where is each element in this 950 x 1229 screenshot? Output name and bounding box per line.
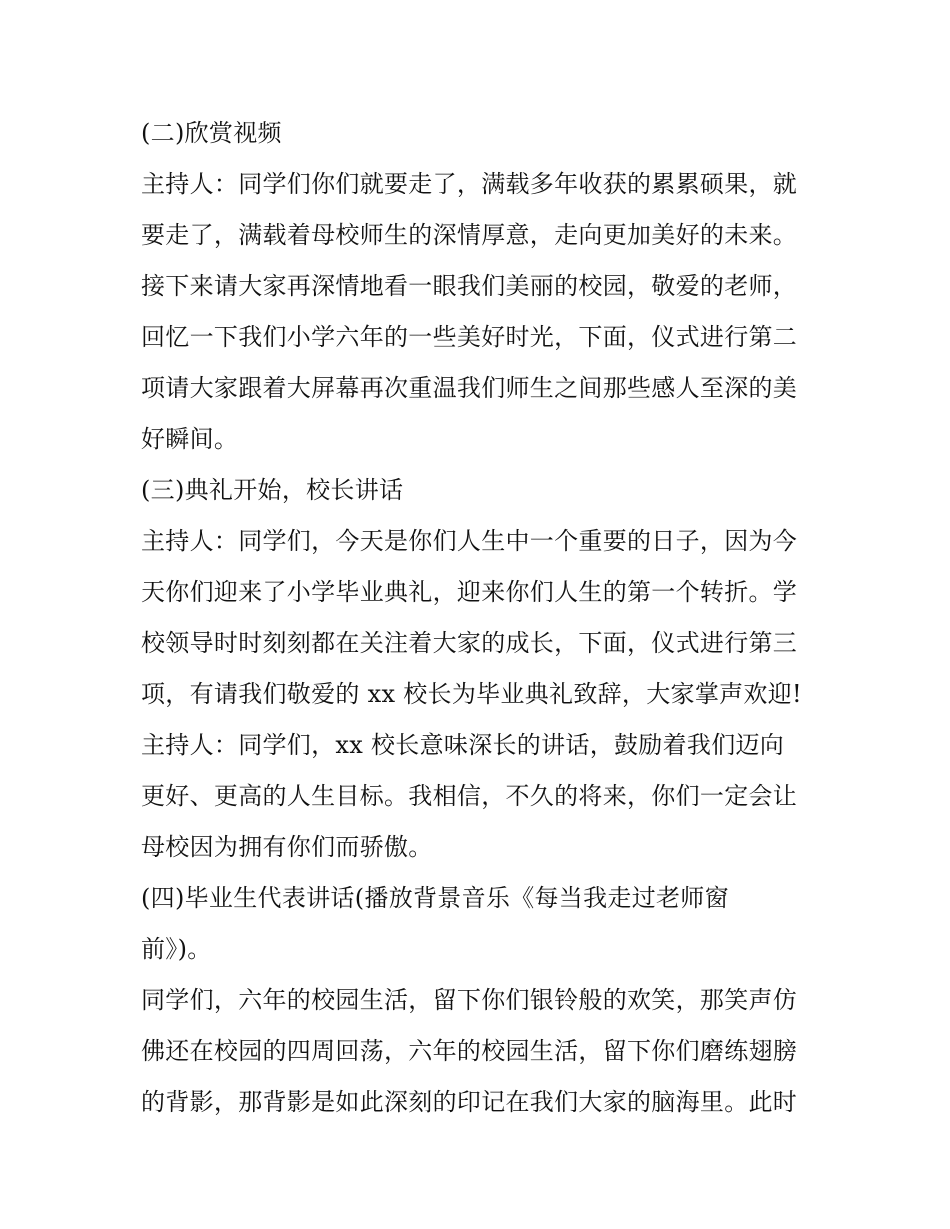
paragraph-line: 项请大家跟着大屏幕再次重温我们师生之间那些感人至深的美 xyxy=(141,374,798,402)
paragraph-line: 主持人：同学们，今天是你们人生中一个重要的日子，因为今 xyxy=(141,527,798,555)
section-heading-video: (二)欣赏视频 xyxy=(141,119,282,147)
section-heading-graduate-speech: (四)毕业生代表讲话(播放背景音乐《每当我走过老师窗 xyxy=(141,884,729,912)
paragraph-line: 更好、更高的人生目标。我相信，不久的将来，你们一定会让 xyxy=(141,782,798,810)
paragraph-line: 同学们，六年的校园生活，留下你们银铃般的欢笑，那笑声仿 xyxy=(141,986,798,1014)
paragraph-line: 佛还在校园的四周回荡，六年的校园生活，留下你们磨练翅膀 xyxy=(141,1037,798,1065)
paragraph-line: 项，有请我们敬爱的 xx 校长为毕业典礼致辞，大家掌声欢迎! xyxy=(141,680,802,708)
paragraph-line: 回忆一下我们小学六年的一些美好时光，下面，仪式进行第二 xyxy=(141,323,798,351)
document-body xyxy=(141,108,813,1128)
paragraph-line: 主持人：同学们，xx 校长意味深长的讲话，鼓励着我们迈向 xyxy=(141,731,785,759)
paragraph-line: 好瞬间。 xyxy=(141,425,239,453)
paragraph-line: 天你们迎来了小学毕业典礼，迎来你们人生的第一个转折。学 xyxy=(141,578,798,606)
paragraph-line: 的背影，那背影是如此深刻的印记在我们大家的脑海里。此时 xyxy=(141,1088,798,1116)
paragraph-line: 接下来请大家再深情地看一眼我们美丽的校园，敬爱的老师， xyxy=(141,272,798,300)
paragraph-line: 主持人：同学们你们就要走了，满载多年收获的累累硕果，就 xyxy=(141,170,798,198)
paragraph-line: 前》)。 xyxy=(141,935,212,963)
section-heading-principal-speech: (三)典礼开始，校长讲话 xyxy=(141,476,404,504)
paragraph-line: 母校因为拥有你们而骄傲。 xyxy=(141,833,433,861)
paragraph-line: 要走了，满载着母校师生的深情厚意，走向更加美好的未来。 xyxy=(141,221,798,249)
paragraph-line: 校领导时时刻刻都在关注着大家的成长，下面，仪式进行第三 xyxy=(141,629,798,657)
